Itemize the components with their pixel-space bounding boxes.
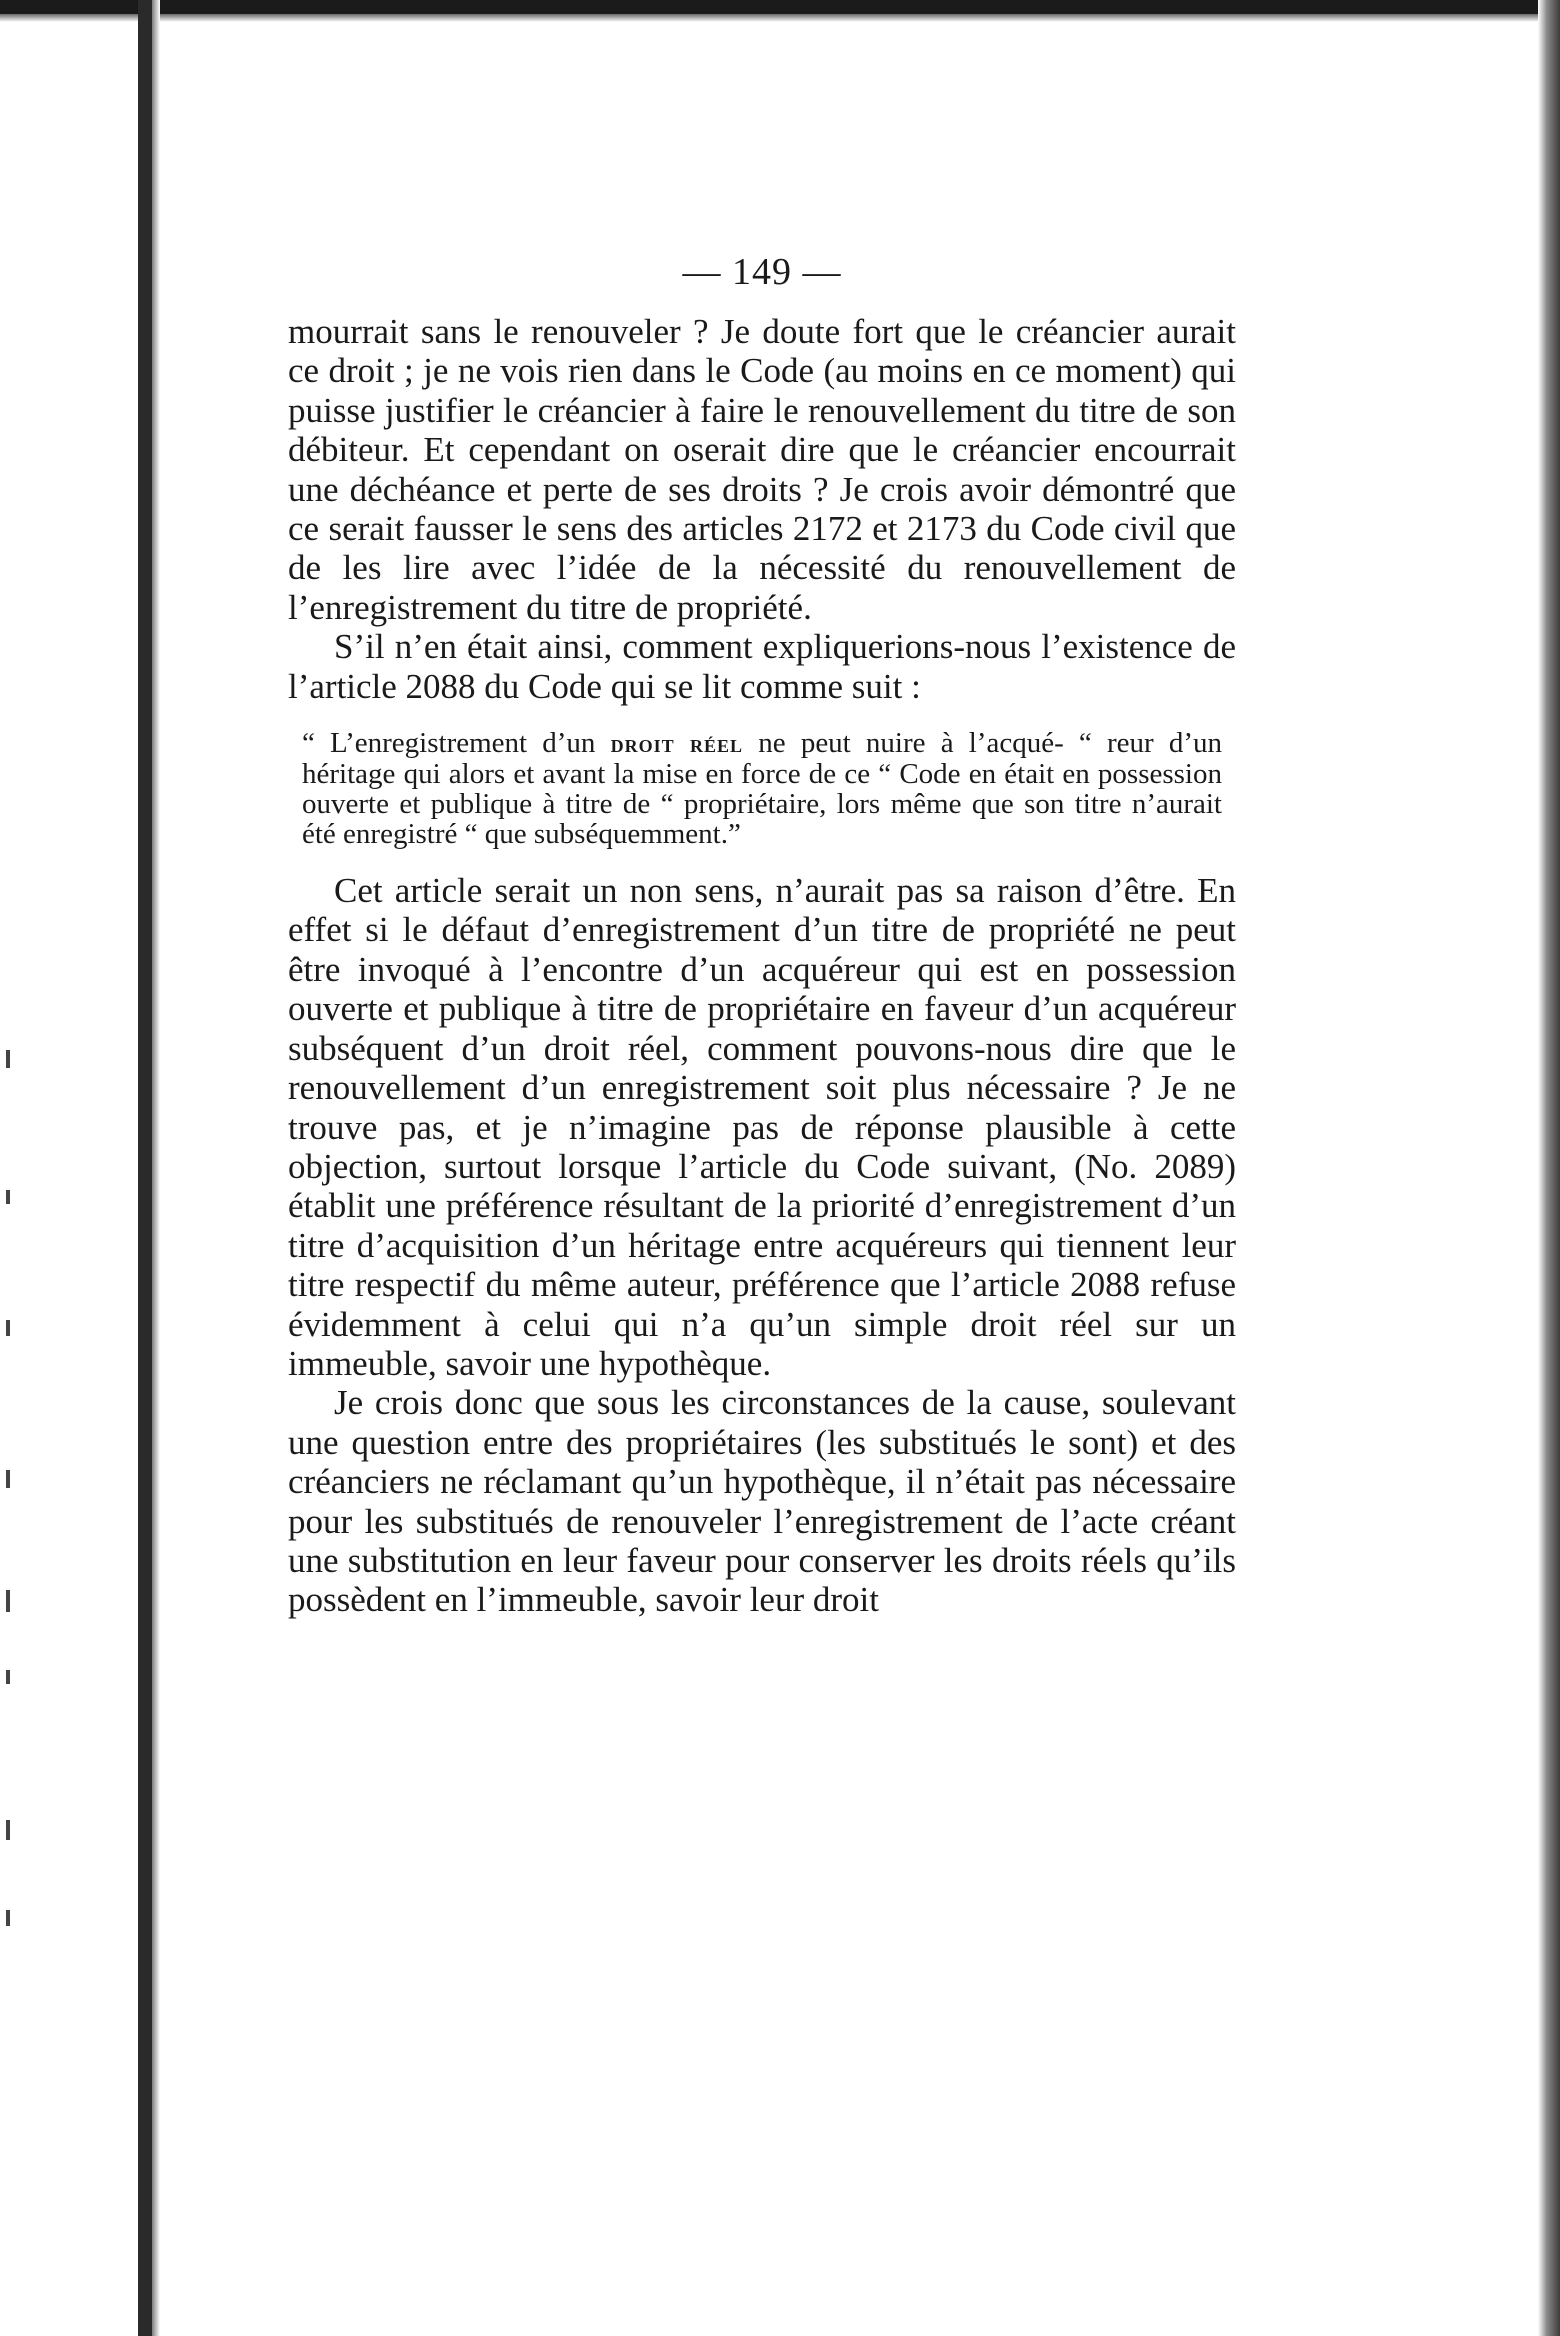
paragraph-continued: mourrait sans le renouveler ? Je doute fort que le créancier aurait ce droit ; je ne vois rien dans le Code (au moins en ce moment) qui puisse justifier le créancier à faire le renouvellement du titre de son débiteur. Et cependant on oserait dire que le créancier encourrait une déchéance et perte de ses droits ? Je crois avoir démontré que ce serait fausser le sens des articles 2172 et 2173 du Code civil que de les lire avec l’idée de la nécessité du renouvellement de l’enregistrement du titre de propriété. bbox=[288, 312, 1236, 627]
quoted-article-2088 bbox=[302, 728, 1222, 849]
paragraph: S’il n’en était ainsi, comment expliquerions-nous l’existence de l’article 2088 du Code qui se lit comme suit : bbox=[288, 627, 1236, 706]
book-page bbox=[288, 250, 1236, 1620]
scan-top-shadow bbox=[0, 14, 1560, 22]
quote-smallcaps-term: droit réel bbox=[610, 729, 744, 759]
scan-top-edge bbox=[0, 0, 1560, 14]
quote-text-start: “ L’enregistrement d’un bbox=[302, 727, 611, 760]
margin-mark bbox=[6, 1910, 10, 1926]
quote-text-end: ne peut nuire à l’acqué- “ reur d’un héritage qui alors et avant la mise en force de ce “ Code en était en possession ouverte et publique à titre de “ propriétaire, lors même que son titre n’aurait été enregistré “ que subséquemment.” bbox=[302, 727, 1222, 851]
book-gutter bbox=[138, 0, 152, 2336]
margin-mark bbox=[6, 1670, 10, 1684]
page-number: — 149 — bbox=[682, 251, 842, 293]
facing-page-margin-marks bbox=[0, 1050, 30, 1950]
margin-mark bbox=[6, 1050, 10, 1068]
margin-mark bbox=[6, 1820, 10, 1840]
gutter-shadow bbox=[152, 0, 160, 2336]
paragraph: Je crois donc que sous les circonstances de la cause, soulevant une question entre des propriétaires (les substitués le sont) et des créanciers ne réclamant qu’un hypothèque, il n’était pas nécessaire pour les substitués de renouveler l’enregistrement de l’acte créant une substitution en leur faveur pour conserver les droits réels qu’ils possèdent en l’immeuble, savoir leur droit bbox=[288, 1383, 1236, 1620]
margin-mark bbox=[6, 1190, 10, 1204]
margin-mark bbox=[6, 1590, 10, 1612]
margin-mark bbox=[6, 1470, 10, 1488]
margin-mark bbox=[6, 1320, 10, 1336]
paragraph: Cet article serait un non sens, n’aurait pas sa raison d’être. En effet si le défaut d’enregistrement d’un titre de propriété ne peut être invoqué à l’encontre d’un acquéreur qui est en possession ouverte et publique à titre de propriétaire en faveur d’un acquéreur subséquent d’un droit réel, comment pouvons-nous dire que le renouvellement d’un enregistrement soit plus nécessaire ? Je ne trouve pas, et je n’imagine pas de réponse plausible à cette objection, surtout lorsque l’article du Code suivant, (No. 2089) établit une préférence résultant de la priorité d’enregistrement d’un titre d’acquisition d’un héritage entre acquéreurs qui tiennent leur titre respectif du même auteur, préférence que l’article 2088 refuse évidemment à celui qui n’a qu’un simple droit réel sur un immeuble, savoir une hypothèque. bbox=[288, 871, 1236, 1383]
page-right-edge bbox=[1538, 0, 1560, 2336]
